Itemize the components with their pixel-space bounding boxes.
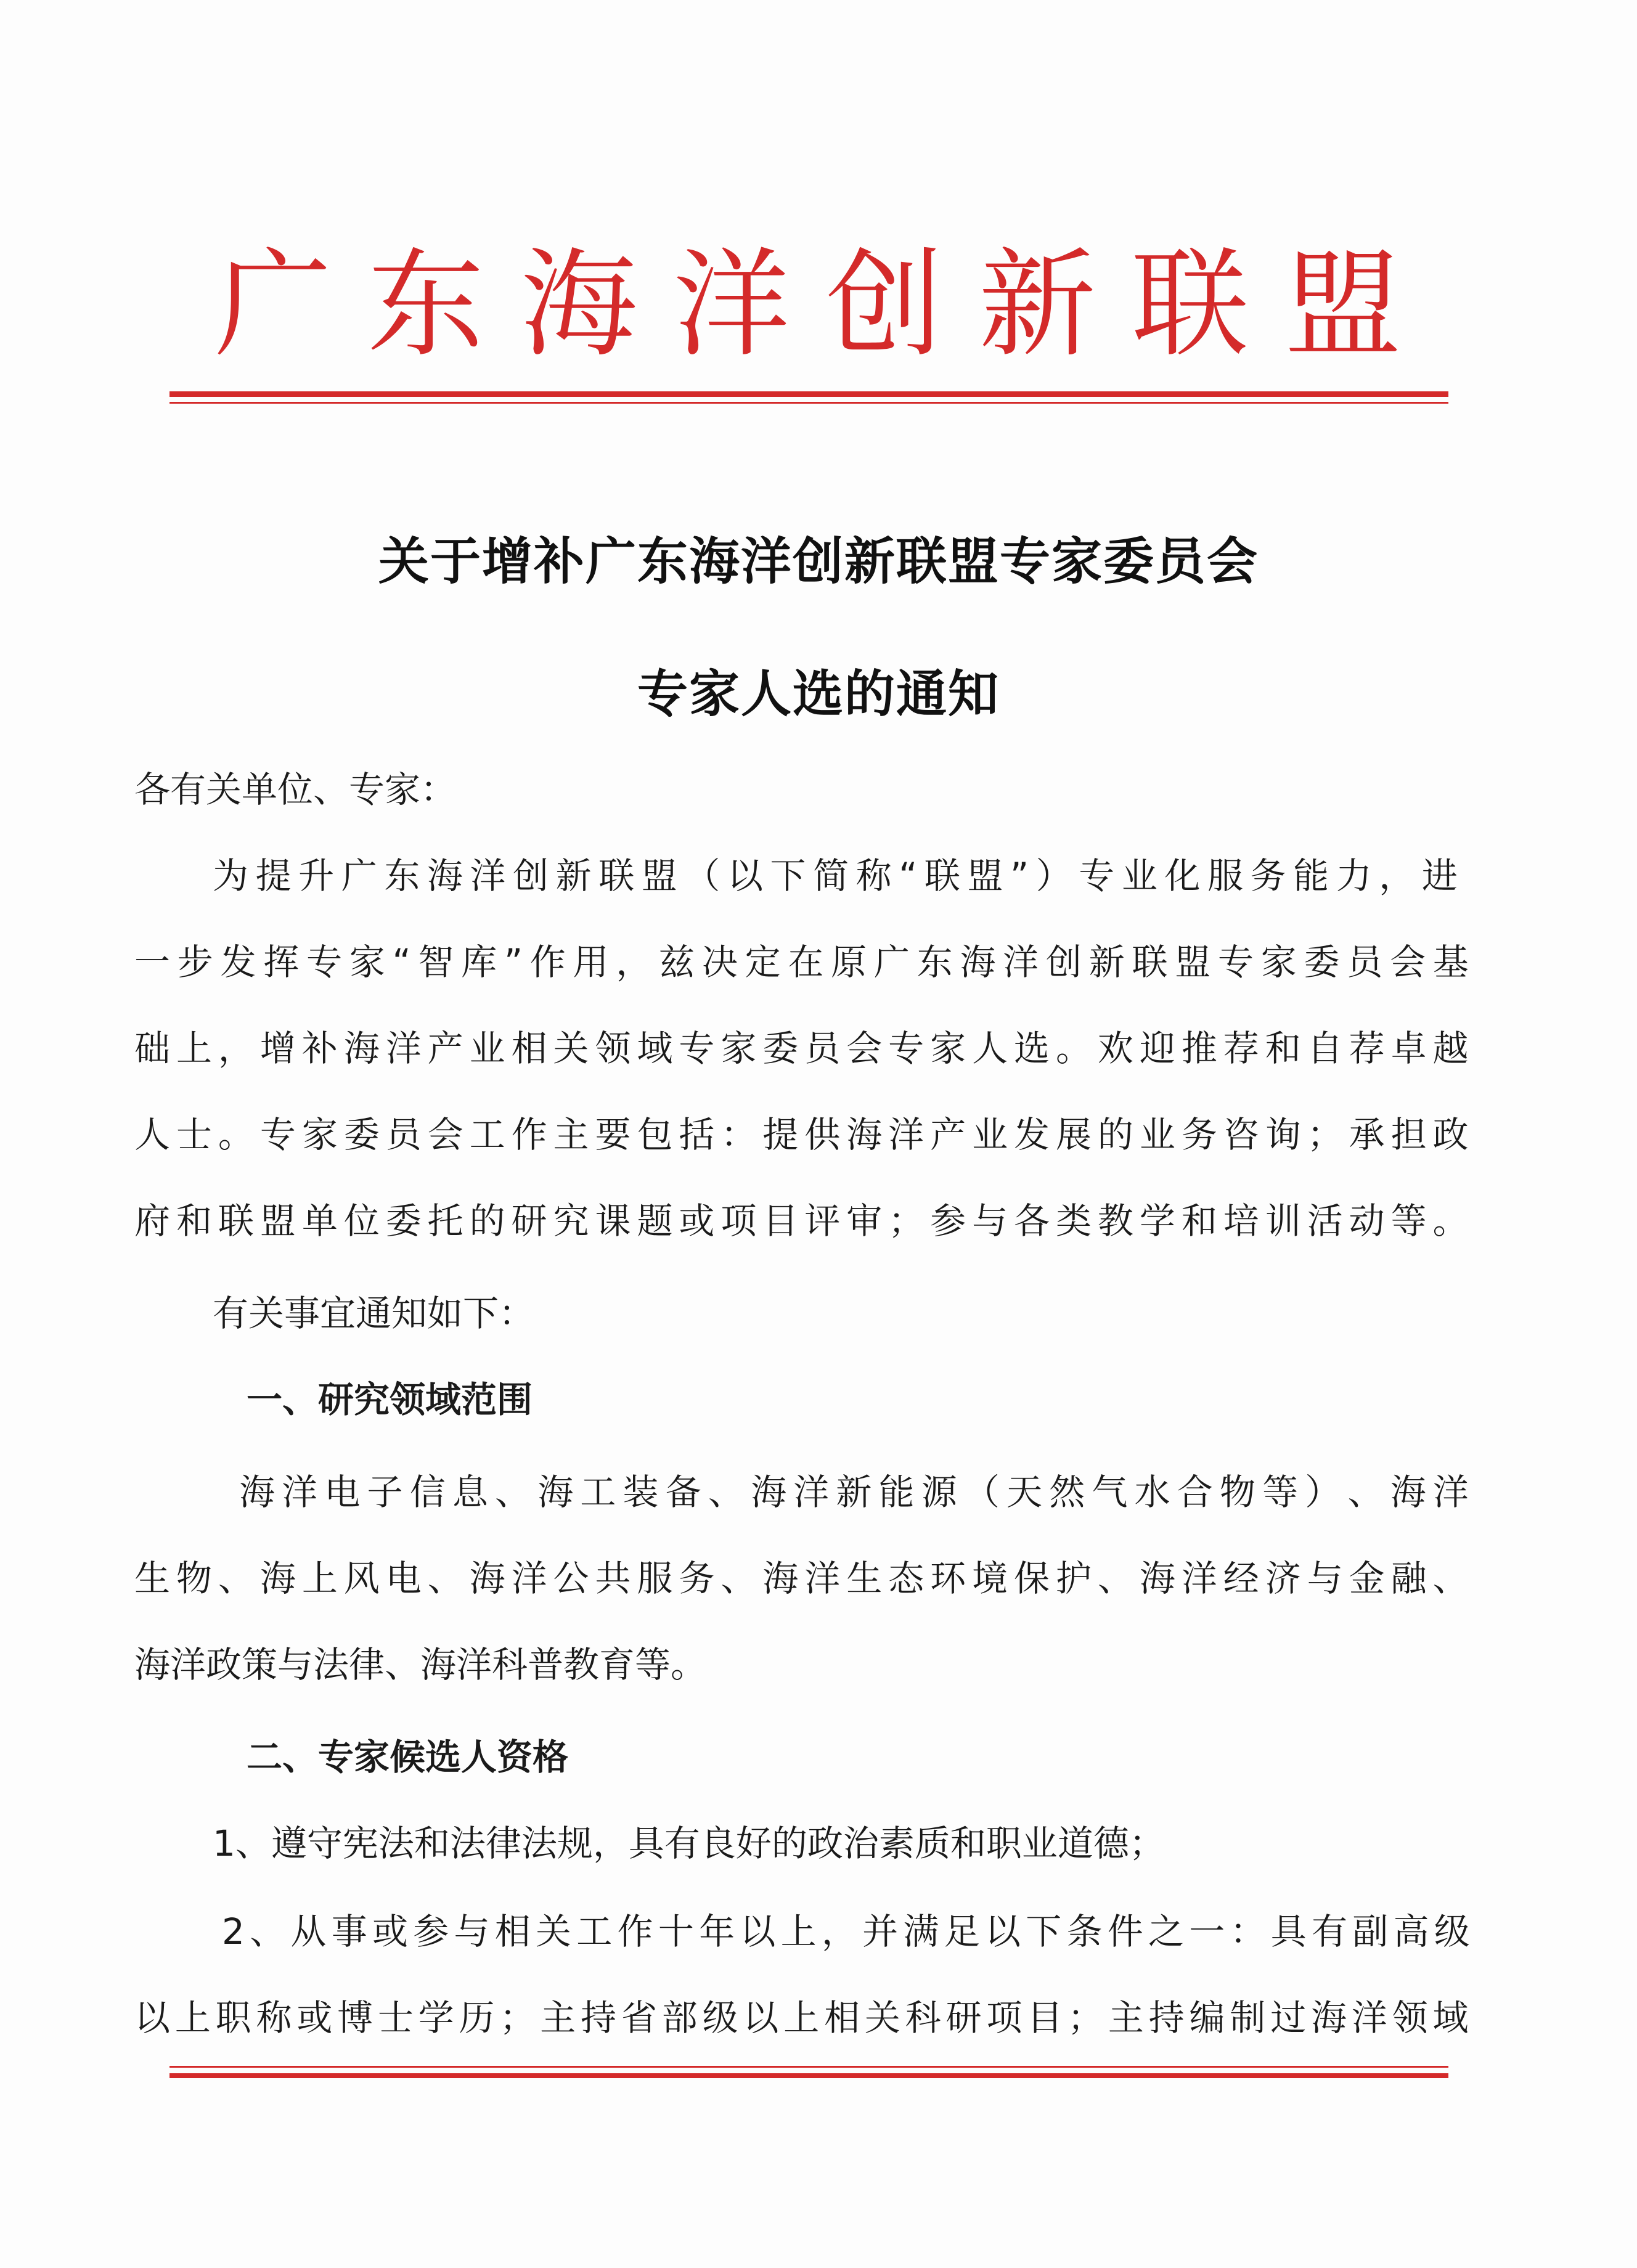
footer-rule-thick	[169, 2073, 1448, 2078]
intro-line-4: 人 士 。 专 家 委 员 会 工 作 主 要 包 括 ： 提 供 海 洋 产 业 发 展 的 业 务 咨 询 ； 承 担 政	[134, 1114, 1469, 1156]
intro-line-1: 为 提 升 广 东 海 洋 创 新 联 盟 （ 以 下 简 称 “ 联 盟 ” ） 专 业 化 服 务 能 力 ， 进	[213, 855, 1458, 897]
letterhead-org-name: 广东海洋创新联盟	[214, 237, 1437, 373]
notice-title-line-1: 关于增补广东海洋创新联盟专家委员会	[378, 532, 1259, 591]
letterhead-rule-thin	[169, 402, 1448, 404]
section-2-item-2-line-2: 以 上 职 称 或 博 士 学 历 ； 主 持 省 部 级 以 上 相 关 科 研 项 目 ； 主 持 编 制 过 海 洋 领 域	[134, 1997, 1469, 2039]
intro-line-5: 府 和 联 盟 单 位 委 托 的 研 究 课 题 或 项 目 评 审 ； 参 与 各 类 教 学 和 培 训 活 动 等 。	[134, 1200, 1469, 1242]
intro-line-3: 础 上 ， 增 补 海 洋 产 业 相 关 领 域 专 家 委 员 会 专 家 人 选 。 欢 迎 推 荐 和 自 荐 卓 越	[134, 1027, 1469, 1069]
footer-rule-thin	[169, 2066, 1448, 2068]
section-2-heading: 二、专家候选人资格	[247, 1736, 569, 1778]
section-2-item-1: 1、遵守宪法和法律法规，具有良好的政治素质和职业道德；	[213, 1822, 1165, 1864]
section-1-line-1: 海 洋 电 子 信 息 、 海 工 装 备 、 海 洋 新 能 源 （ 天 然 气 水 合 物 等 ） 、 海 洋	[239, 1471, 1469, 1513]
notice-title-line-2: 专家人选的通知	[637, 664, 1000, 724]
letterhead-rule-thick	[169, 391, 1448, 397]
section-2-item-2-line-1: 2 、 从 事 或 参 与 相 关 工 作 十 年 以 上 ， 并 满 足 以 下 条 件 之 一 ： 具 有 副 高 级	[222, 1911, 1470, 1952]
notice-lead: 有关事宜通知如下：	[213, 1292, 535, 1334]
section-1-line-3: 海洋政策与法律、海洋科普教育等。	[134, 1644, 707, 1686]
intro-line-2: 一 步 发 挥 专 家 “ 智 库 ” 作 用 ， 兹 决 定 在 原 广 东 海 洋 创 新 联 盟 专 家 委 员 会 基	[134, 941, 1469, 983]
salutation: 各有关单位、专家：	[134, 769, 457, 810]
section-1-heading: 一、研究领域范围	[247, 1379, 533, 1421]
section-1-line-2: 生 物 、 海 上 风 电 、 海 洋 公 共 服 务 、 海 洋 生 态 环 境 保 护 、 海 洋 经 济 与 金 融 、	[134, 1557, 1469, 1599]
